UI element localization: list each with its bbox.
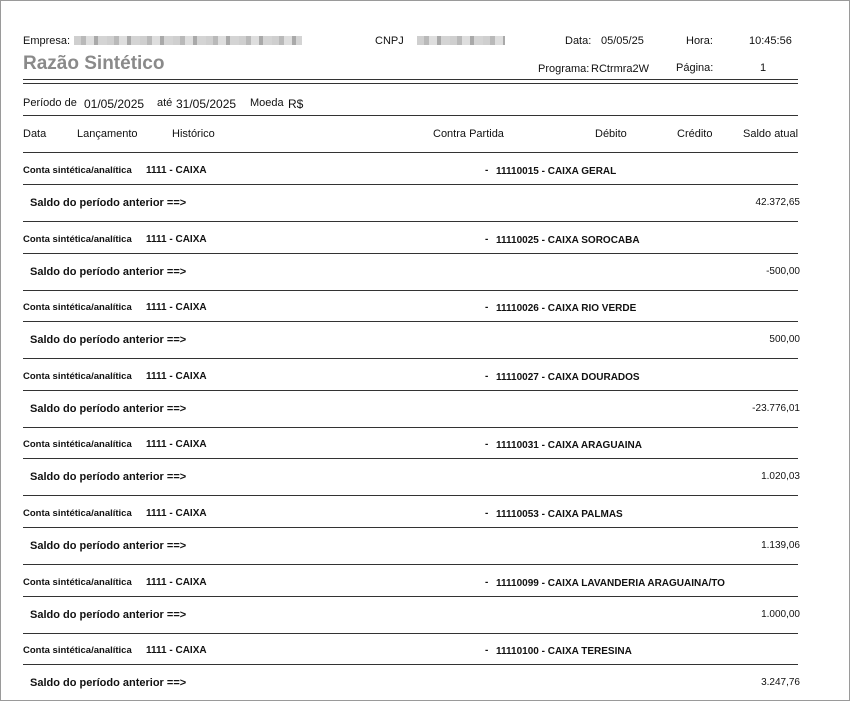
conta-divider <box>23 596 798 597</box>
saldo-anterior-value: 500,00 <box>769 334 800 346</box>
programa-value: RCtrmra2W <box>591 63 650 75</box>
subconta-name: 11110031 - CAIXA ARAGUAINA <box>496 440 642 452</box>
col-historico: Histórico <box>172 128 215 140</box>
col-debito: Débito <box>595 128 627 140</box>
periodo-to: 31/05/2025 <box>176 97 237 111</box>
programa-label: Programa: <box>538 63 590 75</box>
periodo-label: Período de <box>23 97 77 109</box>
conta-dash: - <box>485 165 489 176</box>
saldo-anterior-label: Saldo do período anterior ==> <box>30 402 187 415</box>
conta-divider <box>23 390 798 391</box>
block-divider <box>23 564 798 565</box>
conta-dash: - <box>485 508 489 519</box>
report-title: Razão Sintético <box>23 53 165 74</box>
conta-label: Conta sintética/analítica <box>23 645 132 657</box>
data-label: Data: <box>565 35 592 47</box>
cnpj-label: CNPJ <box>375 35 404 47</box>
saldo-anterior-label: Saldo do período anterior ==> <box>30 608 187 621</box>
saldo-anterior-value: -23.776,01 <box>752 402 800 414</box>
conta-label: Conta sintética/analítica <box>23 370 132 382</box>
conta-value: 1111 - CAIXA <box>146 508 207 519</box>
conta-divider <box>23 321 798 322</box>
conta-dash: - <box>485 645 489 657</box>
conta-dash: - <box>485 233 489 245</box>
conta-dash: - <box>485 302 489 314</box>
saldo-anterior-value: -500,00 <box>766 265 800 277</box>
conta-divider <box>23 458 798 459</box>
pagina-label: Página: <box>676 62 714 74</box>
saldo-anterior-label: Saldo do período anterior ==> <box>30 265 187 278</box>
conta-value: 1111 - CAIXA <box>146 302 207 314</box>
header-divider-top <box>23 79 798 80</box>
block-divider <box>23 221 798 222</box>
subconta-name: 11110025 - CAIXA SOROCABA <box>496 234 640 246</box>
period-divider <box>23 115 798 116</box>
col-data: Data <box>23 128 47 140</box>
conta-label: Conta sintética/analítica <box>23 165 132 176</box>
saldo-anterior-label: Saldo do período anterior ==> <box>30 677 187 690</box>
conta-divider <box>23 527 798 528</box>
col-contra-partida: Contra Partida <box>433 128 504 140</box>
block-divider <box>23 290 798 291</box>
hora-label: Hora: <box>686 35 713 47</box>
hora-value: 10:45:56 <box>749 35 792 47</box>
subconta-name: 11110099 - CAIXA LAVANDERIA ARAGUAINA/TO <box>496 577 725 589</box>
empresa-label: Empresa: <box>23 35 71 47</box>
conta-value: 1111 - CAIXA <box>146 165 207 176</box>
conta-label: Conta sintética/analítica <box>23 233 132 245</box>
subconta-name: 11110100 - CAIXA TERESINA <box>496 646 632 658</box>
saldo-anterior-value: 1.020,03 <box>761 471 800 483</box>
saldo-anterior-value: 1.139,06 <box>761 540 800 551</box>
conta-label: Conta sintética/analítica <box>23 302 132 314</box>
block-divider <box>23 427 798 428</box>
pagina-value: 1 <box>760 62 767 74</box>
moeda-label: Moeda <box>250 97 284 109</box>
columns-divider <box>23 152 798 153</box>
header-divider-bottom <box>23 83 798 84</box>
conta-value: 1111 - CAIXA <box>146 645 207 657</box>
conta-label: Conta sintética/analítica <box>23 576 132 588</box>
conta-dash: - <box>485 439 489 451</box>
conta-label: Conta sintética/analítica <box>23 508 132 519</box>
saldo-anterior-value: 42.372,65 <box>755 197 800 208</box>
conta-value: 1111 - CAIXA <box>146 576 207 588</box>
empresa-redacted <box>74 36 302 45</box>
saldo-anterior-label: Saldo do período anterior ==> <box>30 471 187 484</box>
data-value: 05/05/25 <box>601 35 644 47</box>
periodo-from: 01/05/2025 <box>84 97 145 111</box>
conta-divider <box>23 184 798 185</box>
moeda-value: R$ <box>288 97 304 111</box>
block-divider <box>23 358 798 359</box>
subconta-name: 11110027 - CAIXA DOURADOS <box>496 371 640 383</box>
subconta-name: 11110015 - CAIXA GERAL <box>496 166 617 177</box>
conta-divider <box>23 253 798 254</box>
subconta-name: 11110053 - CAIXA PALMAS <box>496 509 623 520</box>
saldo-anterior-value: 1.000,00 <box>761 608 800 620</box>
periodo-until-label: até <box>157 97 173 109</box>
conta-dash: - <box>485 576 489 588</box>
block-divider <box>23 495 798 496</box>
conta-divider <box>23 664 798 665</box>
saldo-anterior-label: Saldo do período anterior ==> <box>30 334 187 347</box>
conta-dash: - <box>485 370 489 382</box>
col-credito: Crédito <box>677 128 713 140</box>
conta-value: 1111 - CAIXA <box>146 370 207 382</box>
conta-label: Conta sintética/analítica <box>23 439 132 451</box>
col-saldo-atual: Saldo atual <box>743 128 799 140</box>
block-divider <box>23 633 798 634</box>
saldo-anterior-label: Saldo do período anterior ==> <box>30 197 187 209</box>
conta-value: 1111 - CAIXA <box>146 439 207 451</box>
cnpj-redacted <box>417 36 505 45</box>
subconta-name: 11110026 - CAIXA RIO VERDE <box>496 303 637 315</box>
saldo-anterior-value: 3.247,76 <box>761 677 800 689</box>
saldo-anterior-label: Saldo do período anterior ==> <box>30 540 187 552</box>
col-lancamento: Lançamento <box>77 128 138 140</box>
conta-value: 1111 - CAIXA <box>146 233 207 245</box>
